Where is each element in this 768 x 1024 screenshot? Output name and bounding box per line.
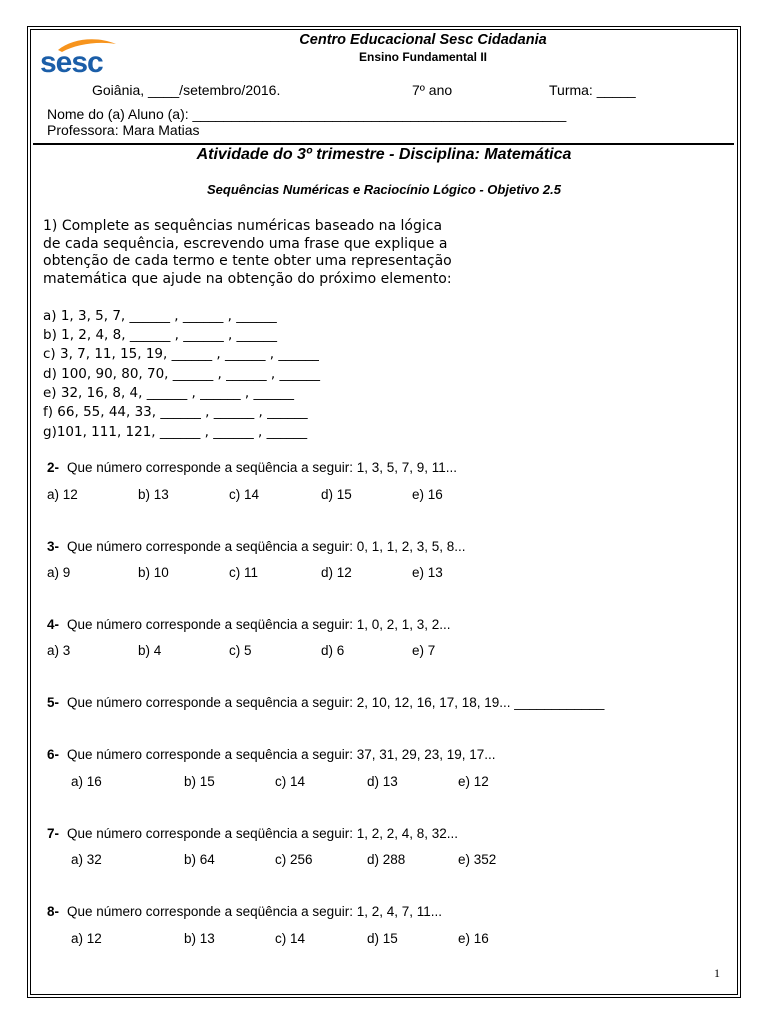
option-d[interactable]: d) 15	[321, 487, 352, 502]
date-line: Goiânia, ____/setembro/2016.	[92, 82, 281, 98]
option-c[interactable]: c) 5	[229, 643, 252, 658]
question-5	[47, 695, 604, 710]
question-text: Que número corresponde a sequência a seguir: 2, 10, 12, 16, 17, 18, 19... ____________	[67, 695, 605, 710]
option-a[interactable]: a) 9	[47, 565, 71, 580]
question-text: Que número corresponde a seqüência a seguir: 1, 2, 2, 4, 8, 32...	[67, 826, 459, 841]
teacher-line: Professora: Mara Matias	[47, 122, 200, 138]
student-name-line[interactable]: Nome do (a) Aluno (a): ________________________________________________	[47, 106, 567, 122]
school-level: Ensino Fundamental II	[358, 50, 487, 64]
question-4	[47, 617, 451, 632]
option-a[interactable]: a) 12	[47, 487, 78, 502]
question-text: Que número corresponde a seqüência a seguir: 1, 0, 2, 1, 3, 2...	[67, 617, 451, 632]
question-number: 8-	[47, 904, 60, 919]
option-e[interactable]: e) 352	[458, 852, 497, 867]
page-border-inner	[30, 29, 738, 995]
sequence-item[interactable]: a) 1, 3, 5, 7, ______ , ______ , ______	[43, 308, 277, 324]
option-c[interactable]: c) 256	[275, 852, 313, 867]
option-e[interactable]: e) 16	[412, 487, 443, 502]
sequence-item[interactable]: f) 66, 55, 44, 33, ______ , ______ , ______	[43, 404, 308, 420]
option-c[interactable]: c) 14	[229, 487, 260, 502]
question-6	[47, 747, 496, 762]
school-name: Centro Educacional Sesc Cidadania	[299, 32, 547, 48]
option-e[interactable]: e) 13	[412, 565, 443, 580]
question-1-prompt: 1) Complete as sequências numéricas baseado na lógica de cada sequência, escrevendo uma frase que explique a obtenção de cada termo e tente obter uma representação matemática que ajude na obtenção do próximo elemento:	[43, 218, 452, 287]
option-a[interactable]: a) 32	[71, 852, 102, 867]
option-c[interactable]: c) 14	[275, 931, 306, 946]
option-e[interactable]: e) 12	[458, 774, 489, 789]
option-d[interactable]: d) 288	[367, 852, 406, 867]
option-d[interactable]: d) 13	[367, 774, 398, 789]
question-text: Que número corresponde a seqüência a seguir: 1, 2, 4, 7, 11...	[67, 904, 442, 919]
option-b[interactable]: b) 15	[184, 774, 215, 789]
question-2	[47, 460, 457, 475]
option-b[interactable]: b) 10	[138, 565, 169, 580]
header-divider	[33, 143, 734, 145]
question-3	[47, 539, 466, 554]
question-text: Que número corresponde a sequência a seguir: 37, 31, 29, 23, 19, 17...	[67, 747, 496, 762]
option-b[interactable]: b) 13	[184, 931, 215, 946]
option-a[interactable]: a) 3	[47, 643, 71, 658]
question-number: 5-	[47, 695, 60, 710]
sequence-item[interactable]: e) 32, 16, 8, 4, ______ , ______ , ______	[43, 385, 294, 401]
option-b[interactable]: b) 64	[184, 852, 215, 867]
question-text: Que número corresponde a seqüência a seguir: 0, 1, 1, 2, 3, 5, 8...	[67, 539, 466, 554]
sequence-item[interactable]: c) 3, 7, 11, 15, 19, ______ , ______ , ______	[43, 346, 319, 362]
sequence-item[interactable]: g)101, 111, 121, ______ , ______ , ______	[43, 424, 308, 440]
class-line: Turma: _____	[549, 82, 636, 98]
question-number: 3-	[47, 539, 60, 554]
question-number: 6-	[47, 747, 60, 762]
option-c[interactable]: c) 11	[229, 565, 259, 580]
option-a[interactable]: a) 12	[71, 931, 102, 946]
question-8	[47, 904, 442, 919]
sequence-item[interactable]: b) 1, 2, 4, 8, ______ , ______ , ______	[43, 327, 278, 343]
option-b[interactable]: b) 4	[138, 643, 162, 658]
activity-title: Atividade do 3º trimestre - Disciplina: Matemática	[196, 146, 572, 163]
option-c[interactable]: c) 14	[275, 774, 306, 789]
option-e[interactable]: e) 16	[458, 931, 489, 946]
question-number: 7-	[47, 826, 60, 841]
sequence-item[interactable]: d) 100, 90, 80, 70, ______ , ______ , ______	[43, 366, 321, 382]
option-e[interactable]: e) 7	[412, 643, 436, 658]
question-text: Que número corresponde a seqüência a seguir: 1, 3, 5, 7, 9, 11...	[67, 460, 458, 475]
activity-subtitle: Sequências Numéricas e Raciocínio Lógico - Objetivo 2.5	[207, 182, 561, 197]
option-d[interactable]: d) 15	[367, 931, 398, 946]
logo-text: sesc	[40, 46, 103, 78]
question-7	[47, 826, 458, 841]
grade-label: 7º ano	[412, 82, 453, 98]
option-d[interactable]: d) 12	[321, 565, 352, 580]
option-a[interactable]: a) 16	[71, 774, 102, 789]
question-number: 4-	[47, 617, 60, 632]
page-number: 1	[714, 966, 720, 980]
option-b[interactable]: b) 13	[138, 487, 169, 502]
option-d[interactable]: d) 6	[321, 643, 345, 658]
question-number: 2-	[47, 460, 60, 475]
